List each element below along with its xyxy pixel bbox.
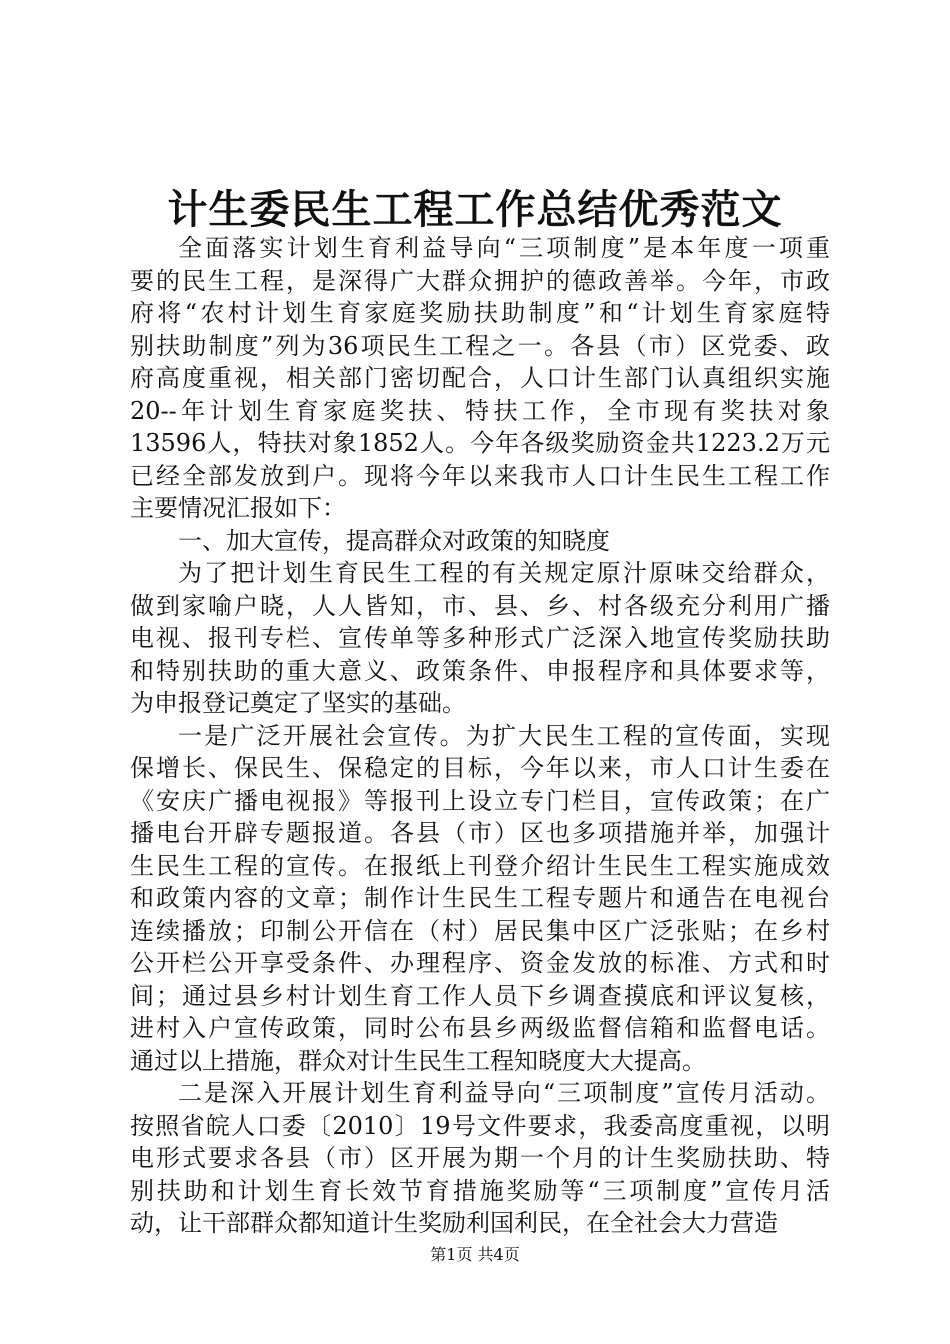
text-line: 已经全部发放到户。现将今年以来我市人口计生民生工程工作	[130, 461, 830, 490]
text-line: 播电台开辟专题报道。各县（市）区也多项措施并举，加强计	[130, 819, 830, 847]
text-line: 做到家喻户晓，人人皆知，市、县、乡、村各级充分利用广播	[130, 591, 830, 620]
text-line: 府将“农村计划生育家庭奖励扶助制度”和“计划生育家庭特	[130, 299, 830, 327]
text-line: 一是广泛开展社会宣传。为扩大民生工程的宣传面，实现	[178, 721, 830, 750]
text-line: 动，让干部群众都知道计生奖励利国利民，在全社会大力营造	[130, 1209, 778, 1237]
text-line: 通过以上措施，群众对计生民生工程知晓度大大提高。	[130, 1046, 706, 1075]
text-line: 全面落实计划生育利益导向“三项制度”是本年度一项重	[178, 234, 830, 262]
text-line: 连续播放；印制公开信在（村）居民集中区广泛张贴；在乡村	[130, 916, 830, 945]
text-line: 和特别扶助的重大意义、政策条件、申报程序和具体要求等，	[130, 656, 830, 685]
text-line: 要的民生工程，是深得广大群众拥护的德政善举。今年，市政	[130, 266, 830, 295]
text-line: 别扶助和计划生育长效节育措施奖励等“三项制度”宣传月活	[130, 1176, 830, 1205]
page-footer: 第1页 共4页	[430, 1245, 520, 1264]
paragraph	[130, 525, 830, 558]
text-line: 别扶助制度”列为36项民生工程之一。各县（市）区党委、政	[130, 331, 830, 360]
text-line: 进村入户宣传政策，同时公布县乡两级监督信箱和监督电话。	[130, 1014, 830, 1042]
text-line: 按照省皖人口委〔2010〕19号文件要求，我委高度重视，以明	[130, 1111, 830, 1140]
text-line: 20--年计划生育家庭奖扶、特扶工作，全市现有奖扶对象	[130, 396, 830, 425]
text-line: 和政策内容的文章；制作计生民生工程专题片和通告在电视台	[130, 884, 830, 912]
text-line: 为了把计划生育民生工程的有关规定原汁原味交给群众，	[178, 559, 830, 587]
document-title: 计生委民生工程工作总结优秀范文	[167, 186, 783, 233]
text-line: 为申报登记奠定了坚实的基础。	[130, 689, 466, 717]
text-line: 间；通过县乡村计划生育工作人员下乡调查摸底和评议复核，	[130, 981, 830, 1010]
paragraph	[130, 232, 830, 525]
text-line: 一、加大宣传，提高群众对政策的知晓度	[178, 526, 610, 555]
text-line: 府高度重视，相关部门密切配合，人口计生部门认真组织实施	[130, 364, 830, 392]
paragraph	[130, 557, 830, 720]
document-body	[130, 232, 830, 1240]
text-line: 《安庆广播电视报》等报刊上设立专门栏目，宣传政策；在广	[130, 786, 830, 815]
text-line: 13596人，特扶对象1852人。今年各级奖励资金共1223.2万元	[130, 429, 830, 457]
paragraph	[130, 1077, 830, 1240]
text-line: 公开栏公开享受条件、办理程序、资金发放的标准、方式和时	[130, 949, 830, 977]
text-line: 生民生工程的宣传。在报纸上刊登介绍计生民生工程实施成效	[130, 851, 830, 880]
text-line: 电形式要求各县（市）区开展为期一个月的计生奖励扶助、特	[130, 1144, 830, 1172]
text-line: 主要情况汇报如下：	[130, 494, 346, 522]
text-line: 保增长、保民生、保稳定的目标，今年以来，市人口计生委在	[130, 754, 830, 782]
text-line: 电视、报刊专栏、宣传单等多种形式广泛深入地宣传奖励扶助	[130, 624, 830, 652]
paragraph	[130, 720, 830, 1078]
text-line: 二是深入开展计划生育利益导向“三项制度”宣传月活动。	[178, 1079, 830, 1107]
